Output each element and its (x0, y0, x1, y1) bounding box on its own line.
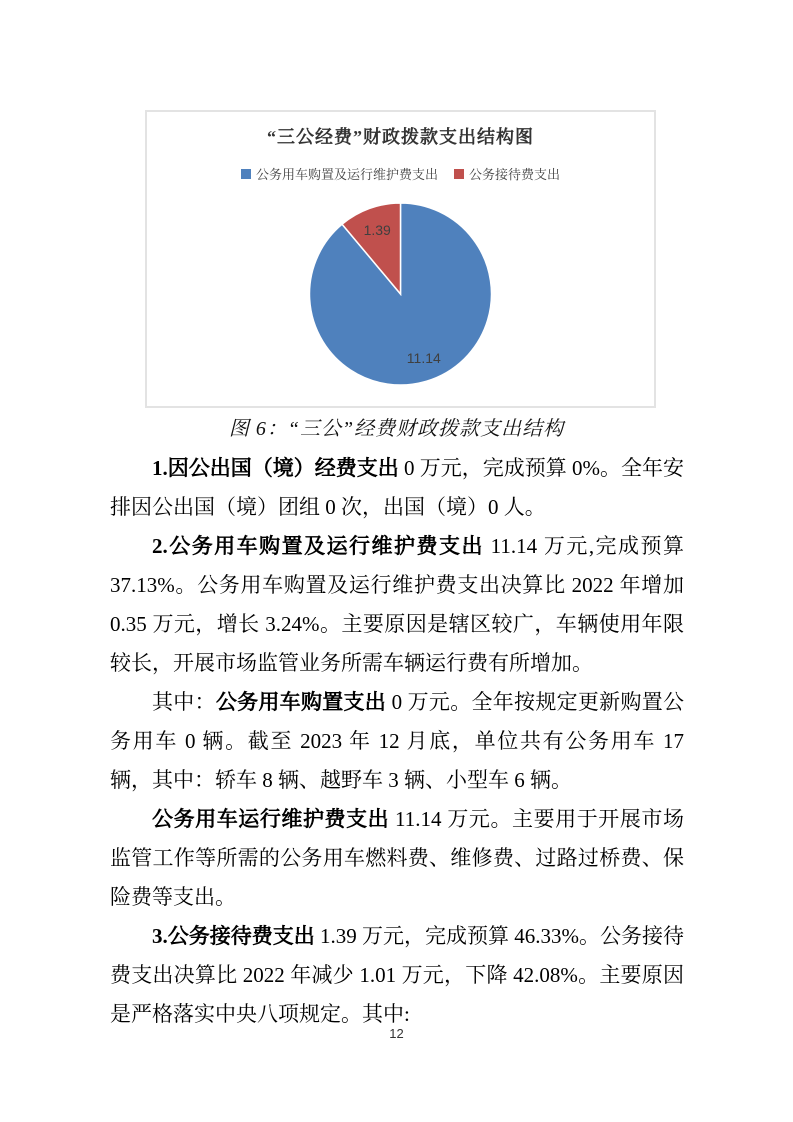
bold-text: 3.公务接待费支出 (152, 924, 315, 948)
paragraph (110, 800, 684, 917)
legend-label: 公务接待费支出 (469, 167, 561, 182)
paragraph (110, 527, 684, 683)
pie-chart (147, 112, 654, 406)
legend-item (241, 164, 438, 183)
chart-title: “三公经费”财政拨款支出结构图 (267, 127, 534, 147)
legend-label: 公务用车购置及运行维护费支出 (255, 167, 438, 182)
paragraph (110, 683, 684, 800)
bold-text: 公务用车运行维护费支出 (152, 807, 390, 831)
legend-swatch-icon (454, 169, 464, 179)
body-text (110, 449, 684, 1034)
legend-swatch-icon (241, 169, 251, 179)
text: 其中： (152, 690, 216, 714)
pie-value-label: 11.14 (406, 350, 441, 367)
paragraph (110, 449, 684, 527)
pie-value-label: 1.39 (363, 221, 391, 238)
paragraph (110, 917, 684, 1034)
text: 0 万元，完成预算 0%。全年安排因公出国（境）团组 0 次，出国（境）0 人。 (110, 456, 684, 519)
bold-text: 公务用车购置支出 (215, 690, 387, 714)
bold-text: 1.因公出国（境）经费支出 (152, 456, 399, 480)
text: 0 万元。全年按规定更新购置公务用车 0 辆。截至 2023 年 12 月底，单位共有公务用车 17 辆，其中：轿车 8 辆、越野车 3 辆、小型车 6 辆。 (110, 690, 685, 792)
bold-text: 2.公务用车购置及运行维护费支出 (152, 534, 484, 558)
page-number: 12 (389, 1026, 404, 1041)
chart-legend (147, 164, 654, 183)
pie-chart-panel (145, 110, 656, 408)
text: 11.14 万元,完成预算 37.13%。公务用车购置及运行维护费支出决算比 2022 年增加 0.35 万元，增长 3.24%。主要原因是辖区较广，车辆使用年限较长，开展市场监管业务所需车辆运行费有所增加。 (110, 534, 684, 675)
legend-item (454, 164, 560, 183)
figure-caption: 图 6：“三公”经费财政拨款支出结构 (228, 418, 565, 440)
text: 1.39 万元，完成预算 46.33%。公务接待费支出决算比 2022 年减少 1.01 万元，下降 42.08%。主要原因是严格落实中央八项规定。其中: (110, 924, 684, 1026)
text: 11.14 万元。主要用于开展市场监管工作等所需的公务用车燃料费、维修费、过路过桥费、保险费等支出。 (110, 807, 684, 909)
